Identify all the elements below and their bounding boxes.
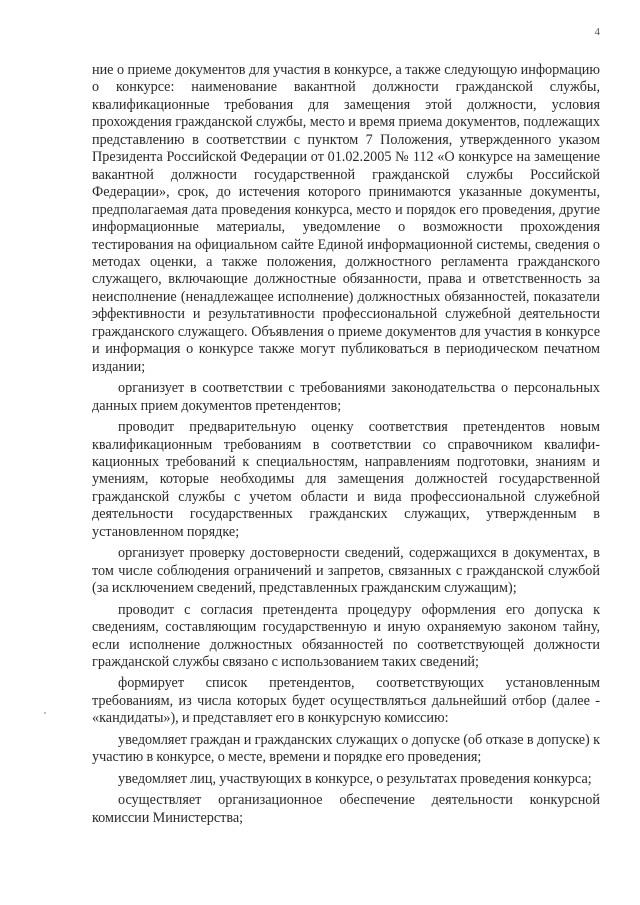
paragraph-commission-support: осуществляет организационное обеспечение деятельности конкурсной комиссии Министерства; (92, 792, 600, 826)
paragraph-accepts-documents: организует в соответствии с требованиями законодательства о персональных данных прием документов претендентов; (92, 380, 600, 414)
page-number: 4 (594, 26, 600, 38)
paragraph-announcement-info: ние о приеме документов для участия в конкурсе, а также следующую информацию о конкурсе: наименование вакантной должности гражданской службы, квалификационные требования для замещения этой должности, условия прохождения гражданской службы, место и время приема документов, подлежащих представлению в соответствии с пунктом 7 Положения, утвержденного указом Президента Российской Федерации от 01.02.2005 № 112 «О конкурсе на замещение вакантной должности государственной гражданской службы Российской Федерации», срок, до истечения которого принимаются указанные документы, предполагаемая дата проведения конкурса, место и порядок его проведения, другие информационные материалы, уведомление о возможности прохождения тестирования на официальном сайте Единой информационной системы, сведения о методах оценки, а также положения, должностного регламента гражданского служащего, включающие должностные обязанности, права и ответственность за неисполнение (ненадлежащее исполнение) должностных обязанностей, показатели эффективности и результативности профессиональной служебной деятельности гражданского служащего. Объявления о приеме документов для участия в конкурсе и информация о конкурсе также могут публиковаться в периодическом печатном издании; (92, 62, 600, 375)
paragraph-notify-results: уведомляет лиц, участвующих в конкурсе, о результатах проведения конкурса; (118, 770, 592, 787)
paragraph-verification: организует проверку достоверности сведений, содержащихся в документах, в том числе соблюдения ограничений и запретов, связанных с гражданской службой (за исключением сведений, представленных гражданским служащим); (92, 545, 600, 597)
paragraph-notify-admission: уведомляет граждан и гражданских служащих о допуске (об отказе в допуске) к участию в конкурсе, о месте, времени и порядке его проведения; (92, 731, 600, 766)
paragraph-clearance-procedure: проводит с согласия претендента процедуру оформления его допуска к сведениям, составляющим государственную и иную охраняемую законом тайну, если исполнение должностных обязанностей по соответствующей должности гражданской службы связано с использованием таких сведений; (92, 601, 600, 670)
document-body (92, 62, 600, 827)
paragraph-preliminary-assessment: проводит предварительную оценку соответствия претендентов новым квалификационным требованиям в соответствии со справочником квалификационных требований к специальностям, направлениям подготовки, знаниям и умениям, которые необходимы для замещения должностей государственной гражданской службы с учетом области и вида профессиональной служебной деятельности государственных гражданских служащих, утвержденным в установленном порядке; (92, 419, 600, 540)
paragraph-candidate-list: формирует список претендентов, соответствующих установленным требованиям, из числа которых будет осуществляться дальнейший отбор (далее - «кандидаты»), и представляет его в конкурсную комиссию: (92, 675, 600, 727)
scan-speck (44, 712, 46, 714)
